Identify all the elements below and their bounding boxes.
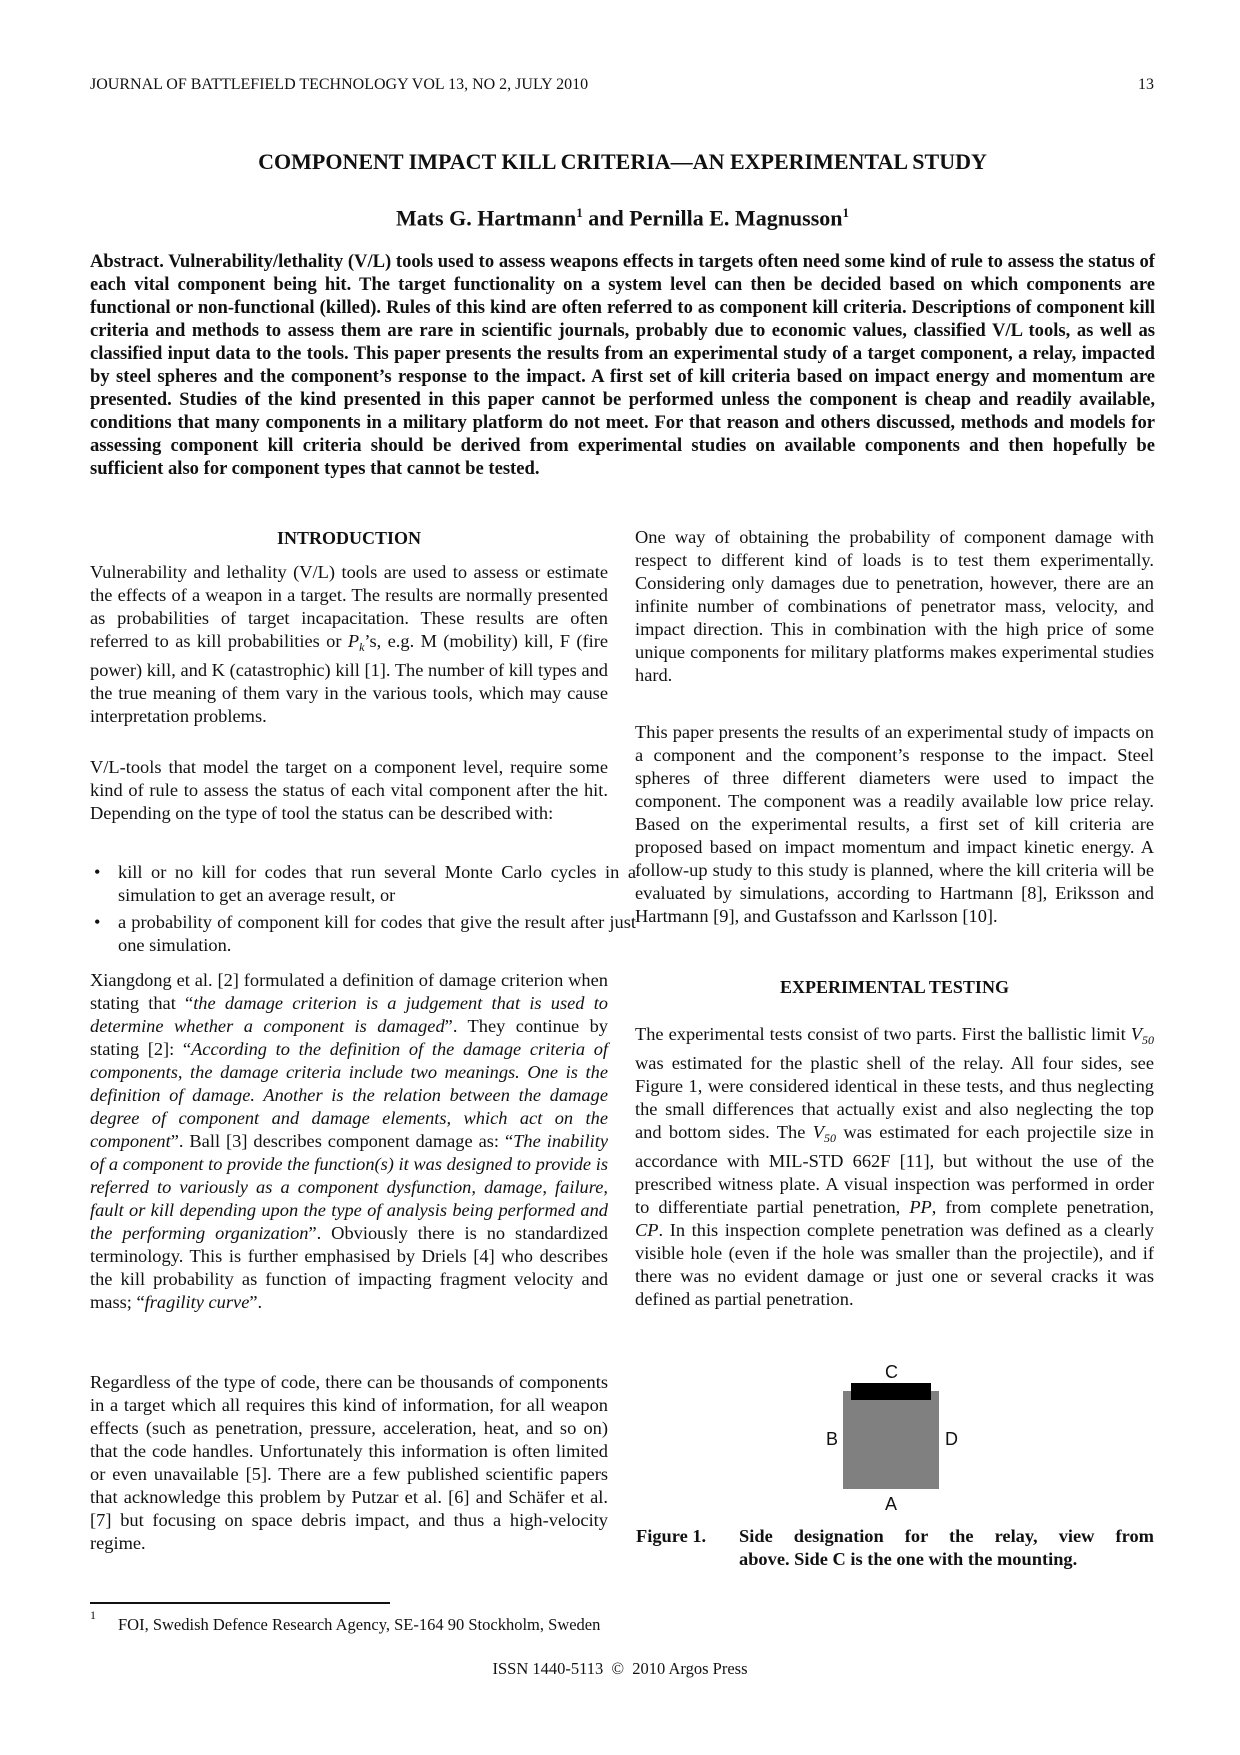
- affiliation-mark: 1: [576, 205, 583, 220]
- text-run: ”. Obviously there is no standardized terminology. This is further emphasised by Driels [4] who describes the kill probability as function of impacting fragment velocity and mass; “: [90, 1223, 608, 1312]
- footnote-divider: [90, 1602, 390, 1604]
- footer-issn: ISSN 1440-5113 © 2010 Argos Press: [492, 1659, 748, 1678]
- subscript-text: 50: [1142, 1033, 1154, 1047]
- text-run: was estimated for each projectile size in accordance with MIL-STD 662F [11], but without the use of the prescribed witness plate. A visual inspection was performed in order to differentiate partial penetration,: [635, 1122, 1154, 1217]
- affiliation-mark: 1: [842, 205, 850, 220]
- bullet-item: [90, 861, 636, 907]
- paragraph: [90, 561, 608, 728]
- text-run: Xiangdong et al. [2] formulated a definition of damage criterion when stating that “: [90, 970, 608, 1013]
- section-heading-introduction: INTRODUCTION: [276, 528, 422, 548]
- text-run: Vulnerability and lethality (V/L) tools are used to assess or estimate the effects of a weapon in a target. The results are normally presented as probabilities of target incapacitation. These results are often referred to as kill probabilities or: [90, 562, 608, 651]
- figure-caption-label: Figure 1.: [636, 1526, 707, 1546]
- bullet-text: a probability of component kill for codes that give the result after just one simulation.: [118, 912, 636, 955]
- side-label-d: D: [945, 1429, 958, 1449]
- text-run: , from complete penetration,: [931, 1197, 1154, 1217]
- abstract: [90, 250, 1155, 480]
- bullet-text: kill or no kill for codes that run several Monte Carlo cycles in a simulation to get an average result, or: [118, 862, 636, 905]
- text-run: This paper presents the results of an experimental study of impacts on a component and the component’s response to the impact. Steel spheres of three different diameters were used to impact the component. The component was a readily available low price relay. Based on the experimental results, a first set of kill criteria are proposed based on impact momentum and impact kinetic energy. A follow-up study to this study is planned, where the kill criteria will be evaluated by simulations, according to Hartmann [8], Eriksson and Hartmann [9], and Gustafsson and Karlsson [10].: [635, 722, 1154, 926]
- paragraph: [90, 969, 608, 1314]
- author-name: Mats G. Hartmann: [395, 205, 577, 231]
- paragraph: [635, 721, 1154, 928]
- footnote-text: FOI, Swedish Defence Research Agency, SE-164 90 Stockholm, Sweden: [118, 1615, 601, 1634]
- relay-body-shape: [843, 1391, 939, 1489]
- italic-text: fragility curve: [144, 1292, 250, 1312]
- bullet-item: [90, 911, 636, 957]
- italic-text: the damage criterion is a judgement that is used to determine whether a component is damaged: [90, 993, 608, 1036]
- author-name: Pernilla E. Magnusson: [629, 205, 843, 231]
- figure-caption-line: above. Side C is the one with the mounting.: [739, 1549, 1078, 1569]
- text-run: ”.: [249, 1292, 263, 1312]
- author-joiner: and: [582, 205, 630, 231]
- italic-text: CP: [635, 1220, 659, 1240]
- paragraph: [635, 526, 1154, 687]
- page-number: 13: [1138, 76, 1154, 93]
- text-run: ”. They continue by stating [2]: “: [90, 1016, 608, 1059]
- text-run: was estimated for the plastic shell of the relay. All four sides, see Figure 1, were considered identical in these tests, and thus neglecting the small differences that actually exist and also neglecting the top and bottom sides. The: [635, 1053, 1154, 1142]
- section-heading-experimental-testing: EXPERIMENTAL TESTING: [780, 977, 1009, 997]
- text-run: One way of obtaining the probability of component damage with respect to different kind of loads is to test them experimentally. Considering only damages due to penetration, however, there are an infinite number of combinations of penetrator mass, velocity, and impact direction. This in combination with the high price of some unique components for military platforms makes experimental studies hard.: [635, 527, 1154, 685]
- subscript-text: 50: [823, 1131, 836, 1145]
- relay-mounting-shape: [851, 1383, 931, 1400]
- side-label-b: B: [826, 1429, 839, 1449]
- side-label-c: C: [885, 1362, 898, 1382]
- figure-caption-line: Side designation for the relay, view from: [739, 1526, 1154, 1546]
- paragraph: [90, 756, 608, 825]
- text-run: Regardless of the type of code, there can be thousands of components in a target which all requires this kind of information, for all weapon effects (such as penetration, pressure, acceleration, heat, and so on) that the code handles. Unfortunately this information is often limited or even unavailable [5]. There are a few published scientific papers that acknowledge this problem by Putzar et al. [6] and Schäfer et al. [7] but focusing on space debris impact, and thus a high-velocity regime.: [90, 1372, 608, 1553]
- paper-title: COMPONENT IMPACT KILL CRITERIA—AN EXPERIMENTAL STUDY: [258, 149, 987, 174]
- text-run: The experimental tests consist of two parts. First the ballistic limit: [635, 1024, 1131, 1044]
- author-line: [90, 199, 1155, 232]
- italic-text: V: [1130, 1024, 1142, 1044]
- bullet-icon: •: [94, 912, 101, 932]
- running-header: JOURNAL OF BATTLEFIELD TECHNOLOGY VOL 13, NO 2, JULY 2010: [90, 76, 589, 93]
- text-run: V/L-tools that model the target on a component level, require some kind of rule to assess the status of each vital component after the hit. Depending on the type of tool the status can be described with:: [90, 757, 608, 823]
- text-run: ”. Ball [3] describes component damage as: “: [170, 1131, 514, 1151]
- italic-text: V: [812, 1122, 824, 1142]
- paragraph: [635, 1023, 1154, 1311]
- side-label-a: A: [885, 1494, 898, 1514]
- text-run: Abstract. Vulnerability/lethality (V/L) tools used to assess weapons effects in targets often need some kind of rule to assess the status of each vital component being hit. The target functionality on a system level can then be decided based on which components are functional or non-functional (killed). Rules of this kind are often referred to as component kill criteria. Descriptions of component kill criteria and methods to assess them are rare in scientific journals, probably due to economic values, classified V/L tools, as well as classified input data to the tools. This paper presents the results from an experimental study of a target component, a relay, impacted by steel spheres and the component’s response to the impact. A first set of kill criteria based on impact energy and momentum are presented. Studies of the kind presented in this paper cannot be performed unless the component is cheap and readily available, conditions that many components in a military platform do not meet. For that reason and others discussed, methods and models for assessing component kill criteria should be derived from experimental studies on available components and then hopefully be sufficient also for component types that cannot be tested.: [90, 251, 1155, 479]
- italic-text: According to the definition of the damage criteria of components, the damage criteria include two meanings. One is the definition of damage. Another is the relation between the damage degree of component and damage elements, which act on the component: [90, 1039, 608, 1151]
- footnote-mark: 1: [90, 1608, 96, 1622]
- text-run: . In this inspection complete penetration was defined as a clearly visible hole (even if the hole was smaller than the projectile), and if there was no evident damage or just one or several cracks it was defined as partial penetration.: [635, 1220, 1154, 1309]
- subscript-text: k: [359, 640, 365, 654]
- italic-text: PP: [909, 1197, 932, 1217]
- italic-text: The inability of a component to provide the function(s) it was designed to provide is referred to variously as a component dysfunction, damage, failure, fault or kill depending upon the type of analysis being performed and the performing organization: [90, 1131, 609, 1243]
- text-run: ’s, e.g. M (mobility) kill, F (fire power) kill, and K (catastrophic) kill [1]. The number of kill types and the true meaning of them vary in the various tools, which may cause interpretation problems.: [90, 631, 608, 726]
- italic-text: P: [347, 631, 360, 651]
- paragraph: [90, 1371, 608, 1555]
- bullet-icon: •: [94, 862, 101, 882]
